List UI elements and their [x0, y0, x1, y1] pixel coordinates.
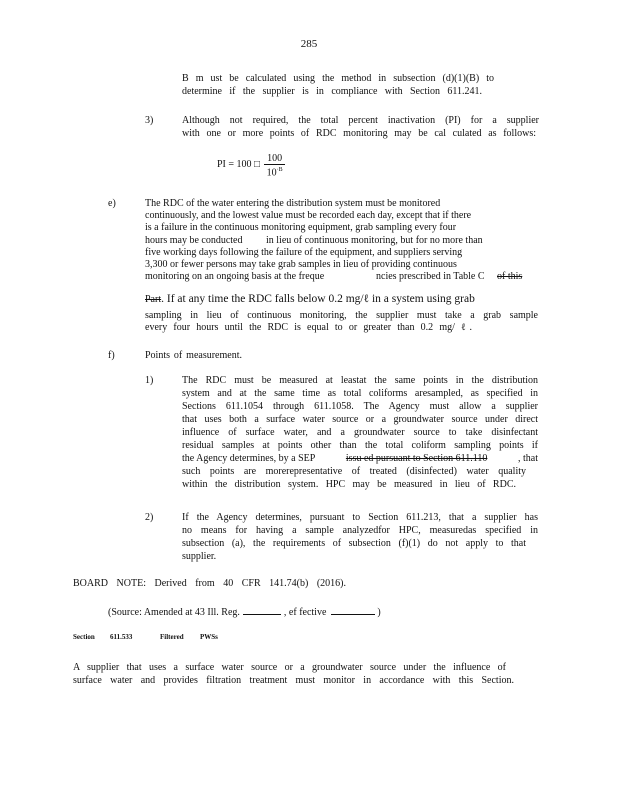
formula-denominator-base: 10	[266, 167, 277, 179]
item-f1-marker: 1)	[145, 375, 154, 386]
item-f1-line-5: influence of surface water, and a groundwater source to take disinfectant	[182, 427, 538, 438]
item-f-title: Points of measurement.	[145, 350, 242, 361]
formula-fraction	[264, 153, 285, 178]
item-e-part-struck: Part	[145, 294, 162, 305]
item-e-line-4b: in lieu of continuous monitoring, but for no more than	[266, 235, 483, 246]
formula-denominator	[267, 165, 283, 178]
item-e-line-8b: . If at any time the RDC falls below 0.2 mg/ℓ in a system using grab	[161, 293, 475, 305]
source-date-blank	[331, 605, 375, 615]
section-number: 611.533	[110, 633, 133, 641]
item-b-line-1: B m ust be calculated using the method in subsection (d)(1)(B) to	[182, 73, 494, 84]
item-e-line-2: continuously, and the lowest value must be recorded each day, except that if there	[145, 210, 472, 221]
board-note: BOARD NOTE: Derived from 40 CFR 141.74(b) (2016).	[73, 578, 346, 589]
item-e-line-3: is a failure in the continuous monitoring equipment, grab sampling every four	[145, 222, 457, 233]
item-e-line-1: The RDC of the water entering the distribution system must be monitored	[145, 198, 441, 209]
item-f1-line-1: The RDC must be measured at leastat the same points in the distribution	[182, 375, 538, 386]
item-e-marker: e)	[108, 198, 116, 209]
item-e-line-8	[145, 293, 540, 306]
formula-numerator: 100	[264, 153, 285, 165]
section-label: Section	[73, 633, 95, 641]
formula-lhs: PI = 100 □	[217, 159, 261, 171]
item-f1-line-7b-struck: issu ed pursuant to Section 611.110	[345, 453, 488, 464]
section-title-2: PWSs	[200, 633, 218, 641]
item-3-line-1: Although not required, the total percent inactivation (PI) for a supplier	[182, 115, 539, 126]
item-3-line-2: with one or more points of RDC monitoring may be cal culated as follows:	[182, 128, 536, 139]
item-3-marker: 3)	[145, 115, 154, 126]
item-e-line-7a: monitoring on an ongoing basis at the freque	[145, 271, 325, 282]
section-body-line-2: surface water and provides filtration treatment must monitor in accordance with this Section.	[73, 675, 514, 686]
item-e-line-7c-struck: of this	[497, 271, 523, 282]
item-e-line-5: five working days following the failure of the equipment, and suppliers serving	[145, 247, 463, 258]
item-f2-line-4: supplier.	[182, 551, 217, 562]
item-f2-marker: 2)	[145, 512, 154, 523]
item-f2-line-2: no means for having a sample analyzedfor HPC, measuredas specified in	[182, 525, 538, 536]
source-note	[108, 605, 381, 619]
page-number: 285	[300, 38, 318, 50]
item-f1-line-4: that uses both a surface water source or a groundwater source under direct	[182, 414, 538, 425]
item-f1-line-6: residual samples at points other than the total coliform sampling points if	[182, 440, 538, 451]
item-e-line-9: sampling in lieu of continuous monitoring, the supplier must take a grab sample	[145, 310, 538, 321]
item-f1-line-3: Sections 611.1054 through 611.1058. The Agency must allow a supplier	[182, 401, 538, 412]
item-f2-line-1: If the Agency determines, pursuant to Section 611.213, that a supplier has	[182, 512, 538, 523]
source-reg-blank	[243, 605, 281, 615]
source-post: )	[377, 607, 381, 618]
source-mid: , ef fective	[283, 607, 327, 618]
item-f1-line-8: such points are morerepresentative of treated (disinfected) water quality	[182, 466, 526, 477]
item-f1-line-9: within the distribution system. HPC may be measured in lieu of RDC.	[182, 479, 516, 490]
pi-formula	[217, 153, 285, 178]
item-f1-line-7a: the Agency determines, by a SEP	[182, 453, 316, 464]
section-body-line-1: A supplier that uses a surface water source or a groundwater source under the influence of	[73, 662, 506, 673]
item-e-line-7b: ncies prescribed in Table C	[376, 271, 485, 282]
item-e-line-10: every four hours until the RDC is equal to or greater than 0.2 mg/ ℓ.	[145, 322, 472, 333]
item-e-line-4a: hours may be conducted	[145, 235, 243, 246]
item-e-line-6: 3,300 or fewer persons may take grab samples in lieu of providing continuous	[145, 259, 457, 270]
item-b-line-2: determine if the supplier is in compliance with Section 611.241.	[182, 86, 482, 97]
formula-exponent: ·B	[276, 167, 283, 173]
item-f2-line-3: subsection (a), the requirements of subsection (f)(1) do not apply to that	[182, 538, 526, 549]
section-title-1: Filtered	[160, 633, 184, 641]
source-pre: (Source: Amended at 43 Ill. Reg.	[108, 607, 240, 618]
item-f-marker: f)	[108, 350, 115, 361]
item-f1-line-7c: , that	[517, 453, 538, 464]
item-f1-line-2: system and at the same time as total coliforms aresampled, as specified in	[182, 388, 538, 399]
item-f1-line-7	[182, 453, 538, 465]
